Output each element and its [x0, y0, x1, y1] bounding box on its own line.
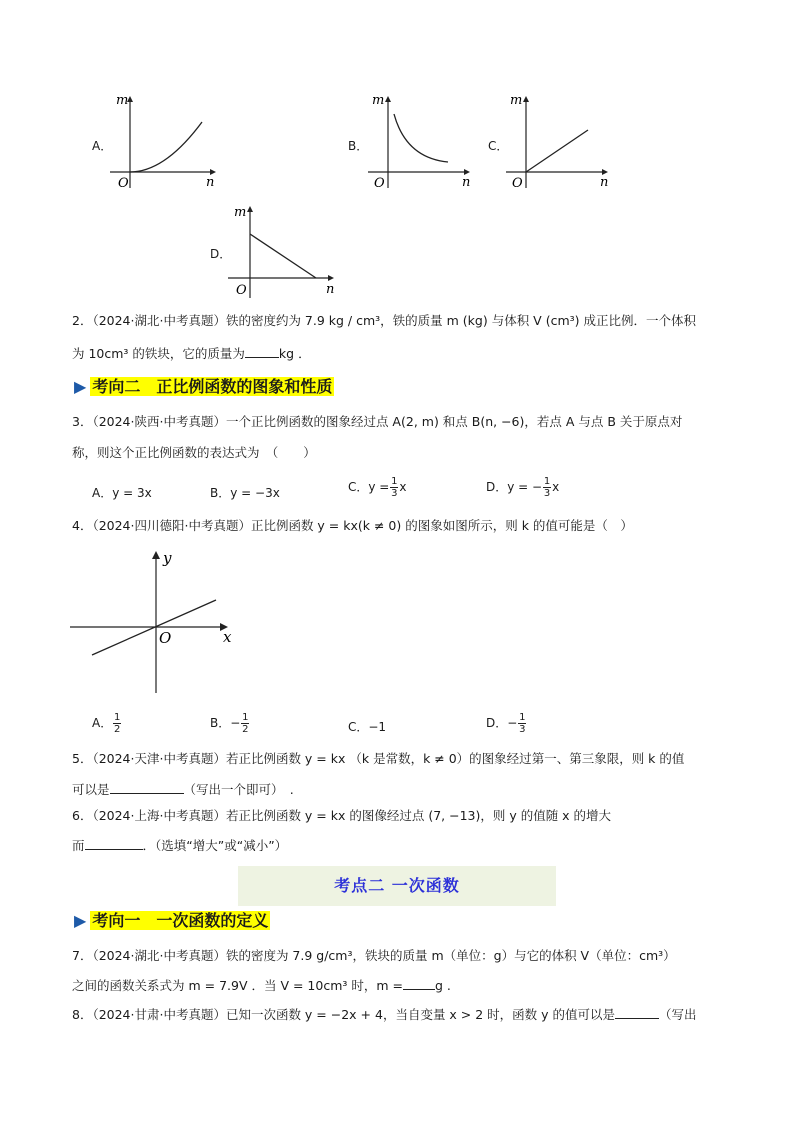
svg-text:m: m	[372, 93, 385, 108]
option-a-label: A．	[92, 139, 113, 153]
q4-option-a[interactable]: A． $\frac{1}{2}$	[92, 712, 121, 735]
svg-text:n: n	[600, 175, 609, 190]
q4-origin-label: O	[159, 629, 172, 647]
q8-answer-blank[interactable]	[615, 1006, 659, 1019]
option-b-graph	[368, 92, 478, 192]
svg-text:n: n	[462, 175, 471, 190]
q6-answer-blank[interactable]	[85, 837, 143, 850]
origin-label: O	[118, 176, 129, 191]
svg-text:O: O	[374, 176, 385, 191]
q5-line2: 可以是 （写出一个即可） .	[72, 782, 294, 797]
svg-text:m: m	[234, 205, 247, 220]
axis-n-label: n	[206, 175, 215, 190]
q7-line2: 之间的函数关系式为 m = 7.9V ．当 V = 10cm³ 时，m = g .	[72, 978, 451, 993]
section-title-proportional-graph: ▶ 考向二 正比例函数的图象和性质	[74, 377, 333, 396]
q2-answer-blank[interactable]	[245, 345, 279, 358]
q4-axis-x-label: x	[223, 628, 232, 646]
q4-axis-y-label: y	[163, 549, 172, 567]
q4-option-b[interactable]: B．− $\frac{1}{2}$	[210, 712, 249, 735]
hyperbola-curve	[394, 114, 448, 162]
section-title-linear-definition: ▶ 考向一 一次函数的定义	[74, 911, 269, 930]
q6-line2: 而 ．（选填“增大”或“减小”）	[72, 838, 288, 853]
q5-line1: 5．（2024·天津·中考真题）若正比例函数 y = kx （k 是常数，k ≠ 0）的图象经过第一、第三象限，则 k 的值	[72, 751, 685, 766]
topic-heading: 考点二 一次函数	[238, 866, 556, 906]
q4-line1: 4．（2024·四川德阳·中考真题）正比例函数 y = kx(k ≠ 0) 的图象如图所示，则 k 的值可能是（ ）	[72, 518, 633, 533]
svg-text:O: O	[236, 283, 247, 298]
q3-option-b[interactable]: B．y = −3x	[210, 486, 280, 500]
q3-option-c[interactable]: C．y = $\frac{1}{3}$ x	[348, 476, 407, 499]
q7-line1: 7．（2024·湖北·中考真题）铁的密度为 7.9 g/cm³，铁块的质量 m（单位：g）与它的体积 V（单位：cm³）	[72, 948, 676, 963]
q5-answer-blank[interactable]	[110, 781, 184, 794]
svg-text:m: m	[510, 93, 523, 108]
option-c-graph	[506, 92, 616, 192]
play-triangle-icon: ▶	[74, 377, 87, 396]
q4-option-c[interactable]: C．−1	[348, 720, 387, 734]
svg-text:O: O	[512, 176, 523, 191]
axis-m-label: m	[116, 93, 129, 108]
direct-proportion-line	[526, 130, 588, 172]
q2-line1: 2．（2024·湖北·中考真题）铁的密度约为 7.9 kg / cm³，铁的质量 m (kg) 与体积 V (cm³) 成正比例．一个体积	[72, 313, 696, 328]
q8-line1: 8．（2024·甘肃·中考真题）已知一次函数 y = −2x + 4，当自变量 x > 2 时，函数 y 的值可以是 （写出	[72, 1007, 697, 1022]
q3-line1: 3．（2024·陕西·中考真题）一个正比例函数的图象经过点 A(2, m) 和点 B(n, −6)，若点 A 与点 B 关于原点对	[72, 414, 683, 429]
q6-line1: 6．（2024·上海·中考真题）若正比例函数 y = kx 的图像经过点 (7, −13)，则 y 的值随 x 的增大	[72, 808, 612, 823]
q4-graph	[70, 545, 245, 695]
svg-text:n: n	[326, 282, 335, 297]
q7-answer-blank[interactable]	[403, 977, 435, 990]
q4-option-d[interactable]: D．− $\frac{1}{3}$	[486, 712, 526, 735]
parabola-curve	[130, 122, 202, 172]
option-d-graph	[228, 200, 343, 300]
q2-line2: 为 10cm³ 的铁块，它的质量为 kg ．	[72, 346, 311, 361]
q3-line2: 称，则这个正比例函数的表达式为 （ ）	[72, 445, 316, 460]
option-d-label: D．	[210, 247, 232, 261]
option-b-label: B．	[348, 139, 369, 153]
option-c-label: C．	[488, 139, 509, 153]
decreasing-line	[250, 234, 316, 278]
play-triangle-icon: ▶	[74, 911, 87, 930]
q3-option-a[interactable]: A．y = 3x	[92, 486, 152, 500]
q3-option-d[interactable]: D．y = − $\frac{1}{3}$ x	[486, 476, 560, 499]
option-a-graph	[110, 92, 220, 192]
